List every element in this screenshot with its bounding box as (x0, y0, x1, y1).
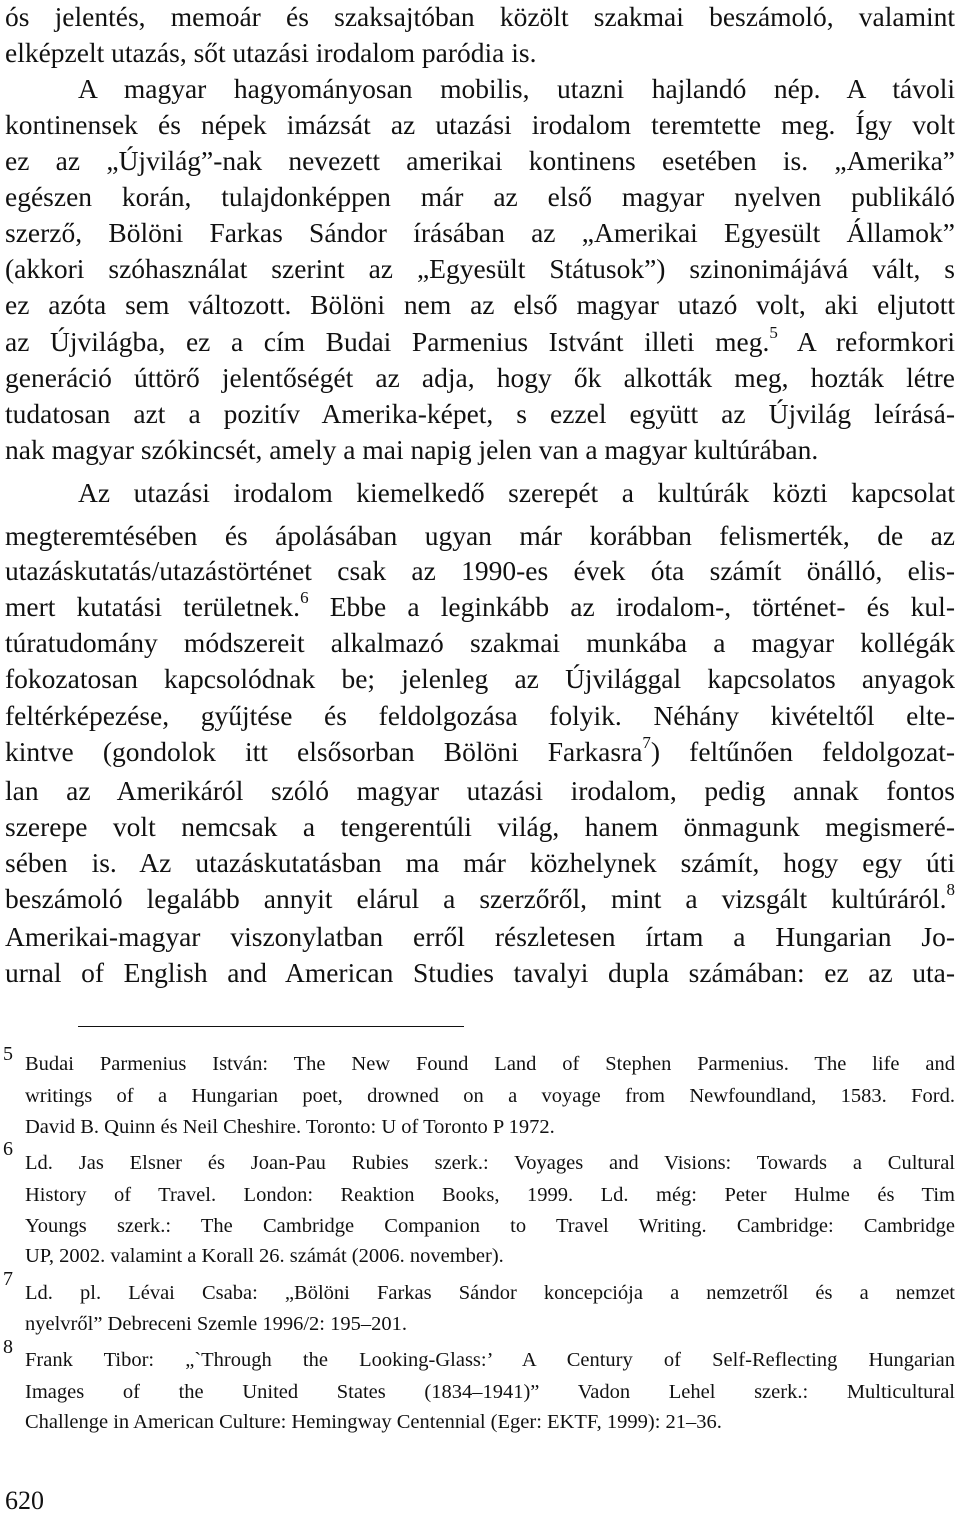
footnote-line: UP, 2002. valamint a Korall 26. számát (2006. november). (25, 1245, 504, 1267)
body-text-segment: az Újvilágba, ez a cím Budai Parmenius Istvánt illeti meg. (5, 326, 770, 357)
body-line: feltérképezése, gyűjtése és feldolgozása folyik. Néhány kivételtől elte- (5, 700, 955, 731)
body-line: fokozatosan kapcsolódnak be; jelenleg az Újvilággal kapcsolatos anyagok (5, 663, 955, 694)
body-text-segment: ) feltűnően feldolgozat- (650, 736, 955, 767)
footnote-line: writings of a Hungarian poet, drowned on a voyage from Newfoundland, 1583. Ford. (25, 1085, 955, 1107)
footnote-line: nyelvről” Debreceni Szemle 1996/2: 195–201. (25, 1313, 407, 1335)
body-line: szerepe volt nemcsak a tengerentúli világ, hanem önmagunk megismeré- (5, 811, 955, 842)
body-line: túratudomány módszereit alkalmazó szakmai munkába a magyar kollégák (5, 627, 955, 658)
body-text-segment: mert kutatási területnek. (5, 591, 301, 622)
body-line: generáció úttörő jelentőségét az adja, hogy ők alkották meg, hozták létre (5, 362, 955, 393)
footnote-line: David B. Quinn és Neil Cheshire. Toronto: U of Toronto P 1972. (25, 1116, 555, 1138)
body-text-segment: beszámoló legalább annyit elárul a szerzőről, mint a vizsgált kultúráról. (5, 883, 947, 914)
body-text-segment: kintve (gondolok itt elsősorban Bölöni Farkasra (5, 736, 643, 767)
footnote-line: Youngs szerk.: The Cambridge Companion to Travel Writing. Cambridge: Cambridge (25, 1215, 955, 1237)
footnote-number: 6 (3, 1138, 13, 1160)
footnote-ref-5[interactable]: 5 (769, 322, 778, 342)
body-line: Amerikai-magyar viszonylatban erről részletesen írtam a Hungarian Jo- (5, 921, 955, 952)
body-line: szerző, Bölöni Farkas Sándor írásában az „Amerikai Egyesült Államok” (5, 217, 955, 248)
body-line: tudatosan azt a pozitív Amerika-képet, s ezzel együtt az Újvilág leírásá- (5, 398, 955, 429)
body-text-segment: Ebbe a leginkább az irodalom-, történet- és kul- (308, 591, 955, 622)
body-line (5, 322, 955, 362)
body-line: elképzelt utazás, sőt utazási irodalom paródia is. (5, 37, 537, 68)
body-line: (akkori szóhasználat szerint az „Egyesült Státusok”) szinonimájává vált, s (5, 253, 955, 284)
body-line: ez azóta sem változott. Bölöni nem az első magyar utazó volt, aki eljutott (5, 289, 955, 320)
footnote-ref-8[interactable]: 8 (946, 879, 955, 899)
footnote-line: Images of the United States (1834–1941)” Vadon Lehel szerk.: Multicultural (25, 1381, 955, 1403)
body-line: kontinensek és népek imázsát az utazási irodalom teremtette meg. Így volt (5, 109, 955, 140)
footnote-number: 5 (3, 1043, 13, 1065)
body-line: utazáskutatás/utazástörténet csak az 1990-es évek óta számít önálló, elis- (5, 555, 955, 586)
footnote-ref-6[interactable]: 6 (300, 587, 309, 607)
body-line: Az utazási irodalom kiemelkedő szerepét a kultúrák közti kapcsolat (78, 477, 955, 508)
body-line: urnal of English and American Studies tavalyi dupla számában: ez az uta- (5, 957, 955, 988)
page-number: 620 (5, 1486, 44, 1515)
body-line (5, 587, 955, 627)
footnote-number: 8 (3, 1336, 13, 1358)
body-line: nak magyar szókincsét, amely a mai napig jelen van a magyar kultúrában. (5, 434, 819, 465)
body-line: ez az „Újvilág”-nak nevezett amerikai kontinens esetében is. „Amerika” (5, 145, 955, 176)
body-line: A magyar hagyományosan mobilis, utazni hajlandó nép. A távoli (78, 73, 955, 104)
footnote-line: Budai Parmenius István: The New Found Land of Stephen Parmenius. The life and (25, 1053, 955, 1075)
footnote-ref-7[interactable]: 7 (642, 732, 651, 752)
body-line (5, 732, 955, 772)
footnote-line: Frank Tibor: „`Through the Looking-Glass:’ A Century of Self-Reflecting Hungarian (25, 1349, 955, 1371)
body-line: egészen korán, tulajdonképpen már az első magyar nyelven publikáló (5, 181, 955, 212)
body-line (5, 879, 955, 919)
body-line: sében is. Az utazáskutatásban ma már közhelynek számít, hogy egy úti (5, 847, 955, 878)
body-text-segment: A reformkori (777, 326, 955, 357)
body-line: ós jelentés, memoár és szaksajtóban közölt szakmai beszámoló, valamint (5, 1, 955, 32)
body-line: lan az Amerikáról szóló magyar utazási irodalom, pedig annak fontos (5, 775, 955, 806)
body-line: megteremtésében és ápolásában ugyan már korábban felismerték, de az (5, 520, 955, 551)
footnote-line: Challenge in American Culture: Hemingway Centennial (Eger: EKTF, 1999): 21–36. (25, 1411, 722, 1433)
footnote-number: 7 (3, 1268, 13, 1290)
footnote-separator (78, 1026, 464, 1027)
footnote-line: Ld. Jas Elsner és Joan-Pau Rubies szerk.: Voyages and Visions: Towards a Cultural (25, 1152, 955, 1174)
footnote-line: History of Travel. London: Reaktion Books, 1999. Ld. még: Peter Hulme és Tim (25, 1184, 955, 1206)
footnote-line: Ld. pl. Lévai Csaba: „Bölöni Farkas Sándor koncepciója a nemzetről és a nemzet (25, 1282, 955, 1304)
